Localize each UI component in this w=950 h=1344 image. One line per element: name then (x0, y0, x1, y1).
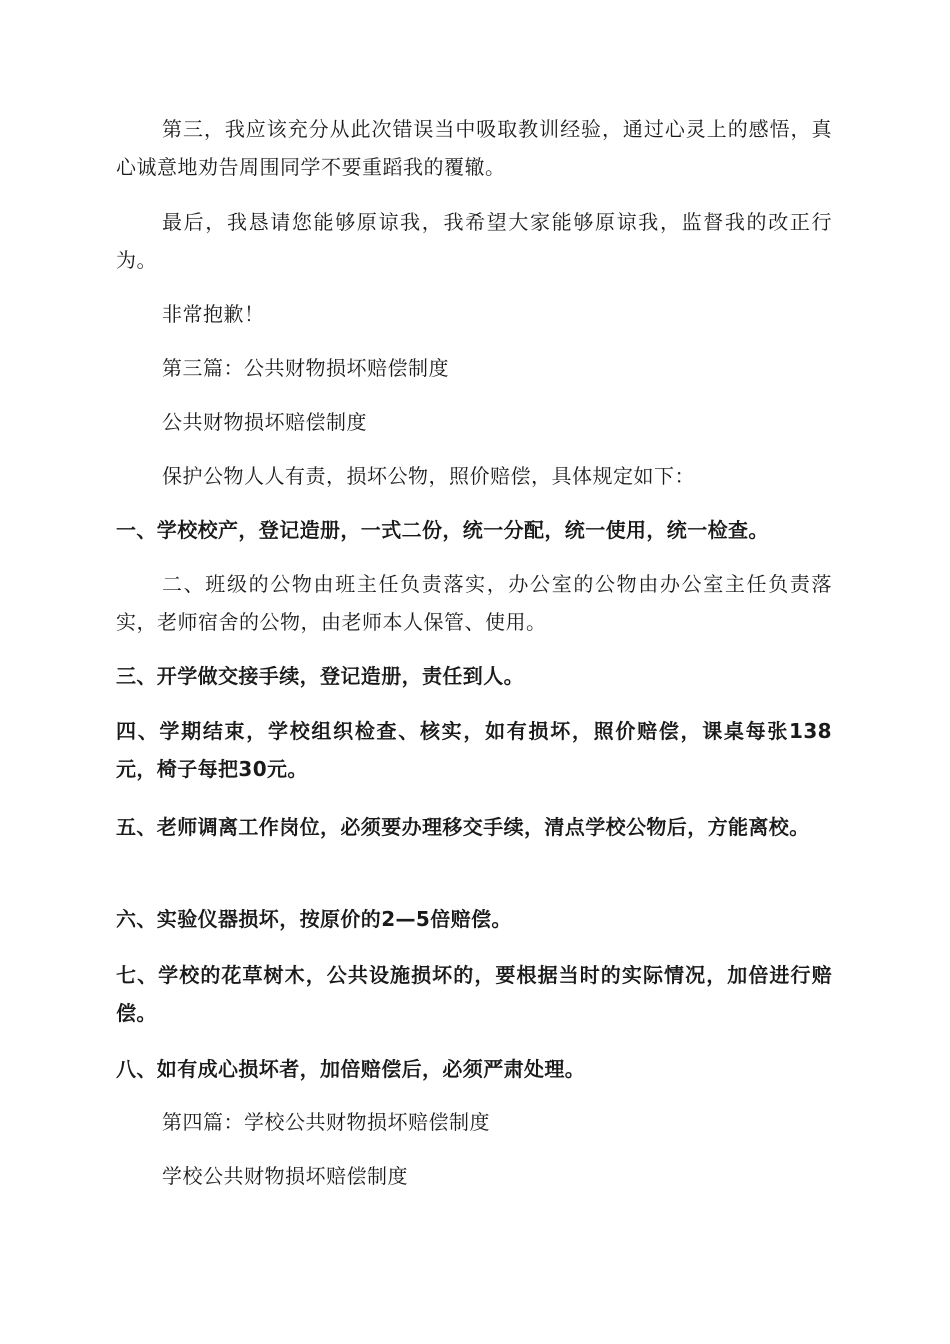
rule-item-7: 七、学校的花草树木，公共设施损坏的，要根据当时的实际情况，加倍进行赔偿。 (116, 963, 832, 1025)
rule-item-8: 八、如有成心损坏者，加倍赔偿后，必须严肃处理。 (116, 1057, 586, 1081)
section-heading-compensation-policy: 公共财物损坏赔偿制度 (162, 410, 367, 434)
section-heading-school-policy: 学校公共财物损坏赔偿制度 (162, 1164, 408, 1188)
paragraph-apology-request: 最后，我恳请您能够原谅我，我希望大家能够原谅我，监督我的改正行为。 (116, 210, 832, 272)
section-title-part-four: 第四篇：学校公共财物损坏赔偿制度 (162, 1110, 490, 1134)
paragraph-intro-rules: 保护公物人人有责，损坏公物，照价赔偿，具体规定如下： (162, 464, 695, 488)
rule-item-3: 三、开学做交接手续，登记造册，责任到人。 (116, 664, 524, 688)
paragraph-sorry: 非常抱歉！ (162, 302, 265, 326)
section-title-part-three: 第三篇：公共财物损坏赔偿制度 (162, 356, 449, 380)
rule-item-6: 六、实验仪器损坏，按原价的2—5倍赔偿。 (116, 907, 512, 931)
paragraph-lesson-learned: 第三，我应该充分从此次错误当中吸取教训经验，通过心灵上的感悟，真心诚意地劝告周围同学不要重蹈我的覆辙。 (116, 117, 832, 179)
rule-item-4: 四、学期结束，学校组织检查、核实，如有损坏，照价赔偿，课桌每张138元，椅子每把30元。 (116, 719, 832, 781)
rule-item-1: 一、学校校产，登记造册，一式二份，统一分配，统一使用，统一检查。 (116, 518, 769, 542)
rule-item-2: 二、班级的公物由班主任负责落实，办公室的公物由办公室主任负责落实，老师宿舍的公物，由老师本人保管、使用。 (116, 572, 832, 634)
rule-item-5: 五、老师调离工作岗位，必须要办理移交手续，清点学校公物后，方能离校。 (116, 815, 810, 839)
